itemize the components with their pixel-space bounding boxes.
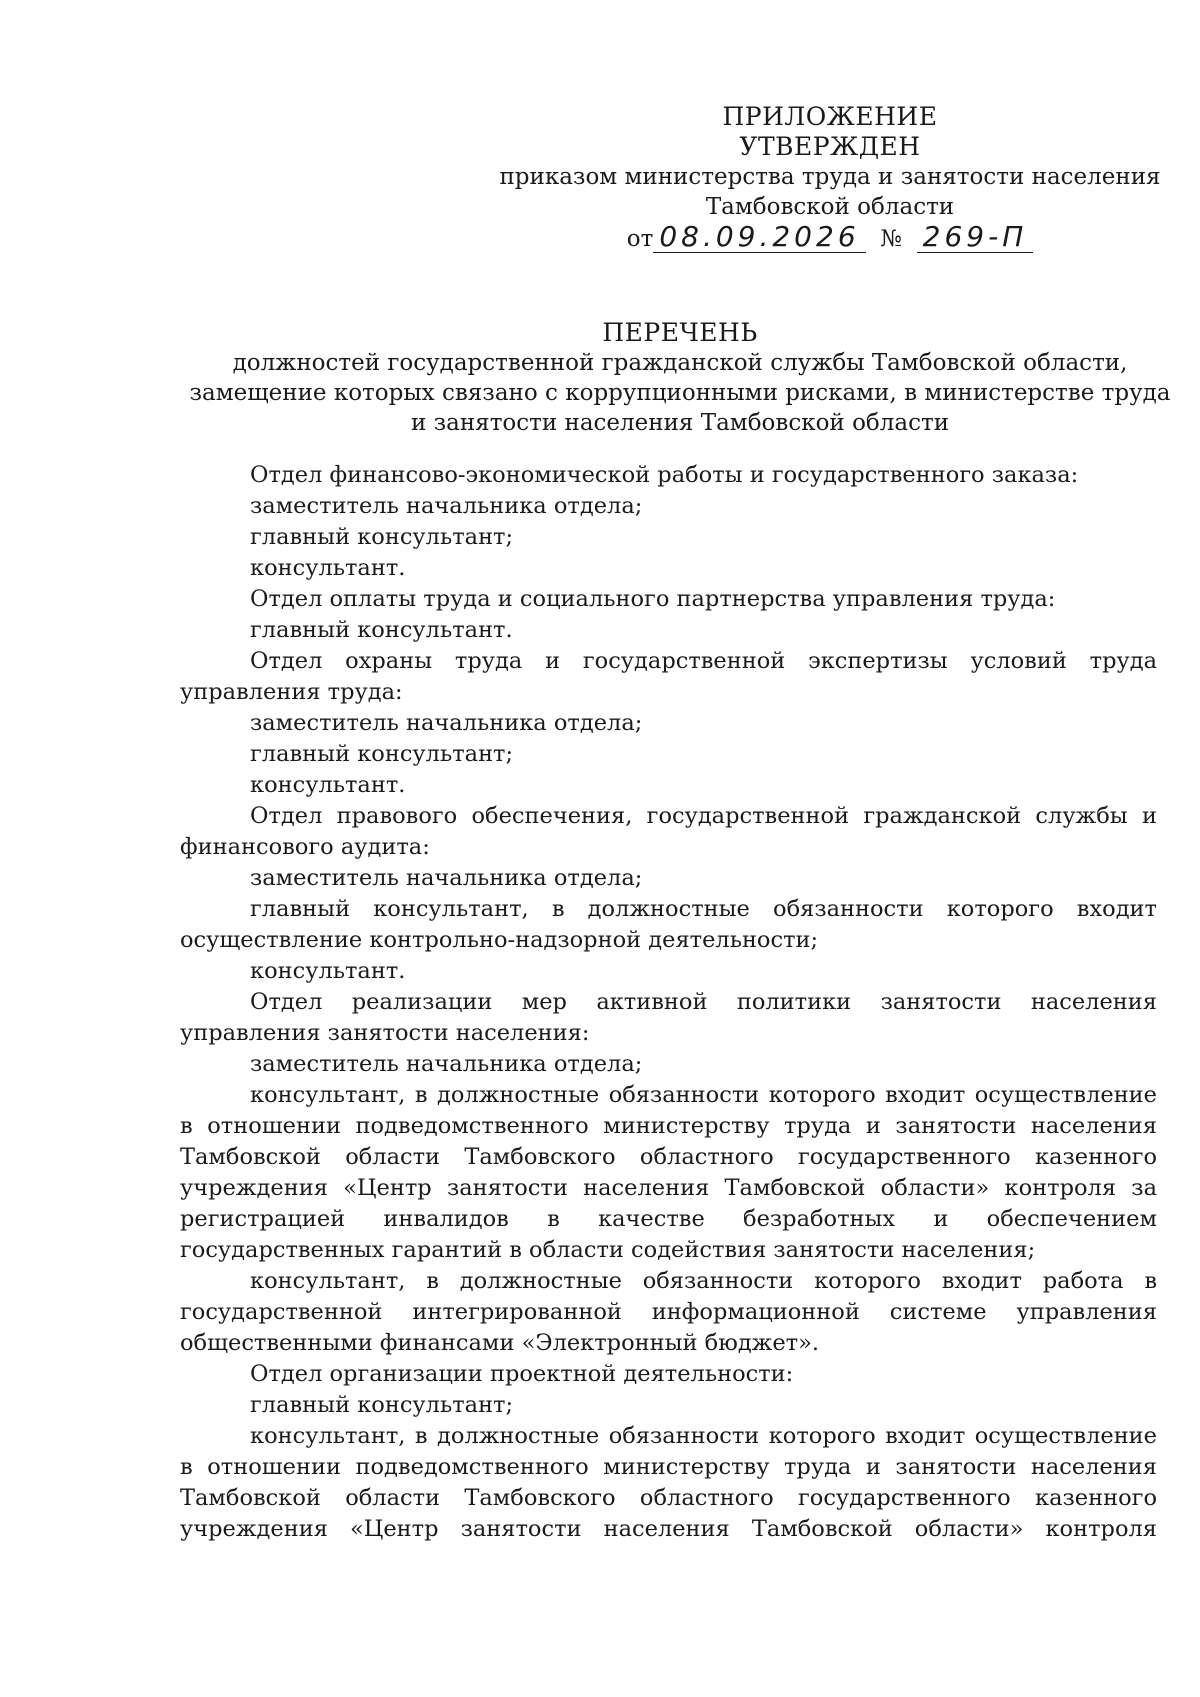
position-item: заместитель начальника отдела; (250, 1051, 643, 1077)
approval-block (490, 102, 1170, 254)
position-item: главный консультант, в должностные обязанности которого входит осуществление контрольно-надзорной деятельности; (180, 896, 1157, 953)
department-heading: Отдел реализации мер активной политики занятости населения управления занятости населения: (180, 989, 1157, 1046)
position-item: заместитель начальника отдела; (250, 493, 643, 519)
position-item: главный консультант; (250, 524, 514, 550)
department-heading: Отдел финансово-экономической работы и государственного заказа: (250, 462, 1079, 488)
department-heading: Отдел организации проектной деятельности: (250, 1361, 794, 1387)
department-heading: Отдел охраны труда и государственной экспертизы условий труда управления труда: (180, 648, 1157, 705)
position-item: консультант, в должностные обязанности которого входит работа в государственной интегрированной информационной системе управления общественными финансами «Электронный бюджет». (180, 1268, 1157, 1356)
approved-label: УТВЕРЖДЕН (739, 132, 921, 161)
document-title (180, 318, 1180, 438)
position-item: консультант. (250, 958, 406, 984)
order-date-number (490, 222, 1170, 254)
position-item: главный консультант; (250, 1392, 514, 1418)
order-number: 269-П (917, 222, 1034, 253)
department-heading: Отдел правового обеспечения, государственной гражданской службы и финансового аудита: (180, 803, 1157, 860)
department-heading: Отдел оплаты труда и социального партнерства управления труда: (250, 586, 1056, 612)
title-line-3: и занятости населения Тамбовской области (410, 410, 950, 436)
position-item: консультант, в должностные обязанности которого входит осуществление в отношении подведомственного министерству труда и занятости населения Тамбовской области Тамбовского областного государственного казенного учреждения «Центр занятости населения Тамбовской области» контроля (180, 1423, 1157, 1542)
number-prefix: № (880, 226, 903, 252)
title-line-2: замещение которых связано с коррупционными рисками, в министерстве труда (189, 380, 1171, 406)
order-date: 08.09.2026 (653, 222, 865, 253)
positions-list (180, 460, 1157, 1545)
position-item: главный консультант. (250, 617, 513, 643)
position-item: главный консультант; (250, 741, 514, 767)
position-item: консультант. (250, 555, 406, 581)
order-issuer: приказом министерства труда и занятости населения (499, 164, 1161, 190)
date-prefix: от (626, 226, 654, 252)
appendix-label: ПРИЛОЖЕНИЕ (722, 102, 938, 131)
position-item: консультант. (250, 772, 406, 798)
position-item: консультант, в должностные обязанности которого входит осуществление в отношении подведомственного министерству труда и занятости населения Тамбовской области Тамбовского областного государственного казенного учреждения «Центр занятости населения Тамбовской области» контроля за регистрацией инвалидов в качестве безработных и обеспечением государственных гарантий в области содействия занятости населения; (180, 1082, 1157, 1263)
title-line-1: должностей государственной гражданской службы Тамбовской области, (232, 350, 1128, 376)
title-heading: ПЕРЕЧЕНЬ (602, 318, 758, 347)
position-item: заместитель начальника отдела; (250, 710, 643, 736)
order-region: Тамбовской области (705, 194, 955, 220)
position-item: заместитель начальника отдела; (250, 865, 643, 891)
